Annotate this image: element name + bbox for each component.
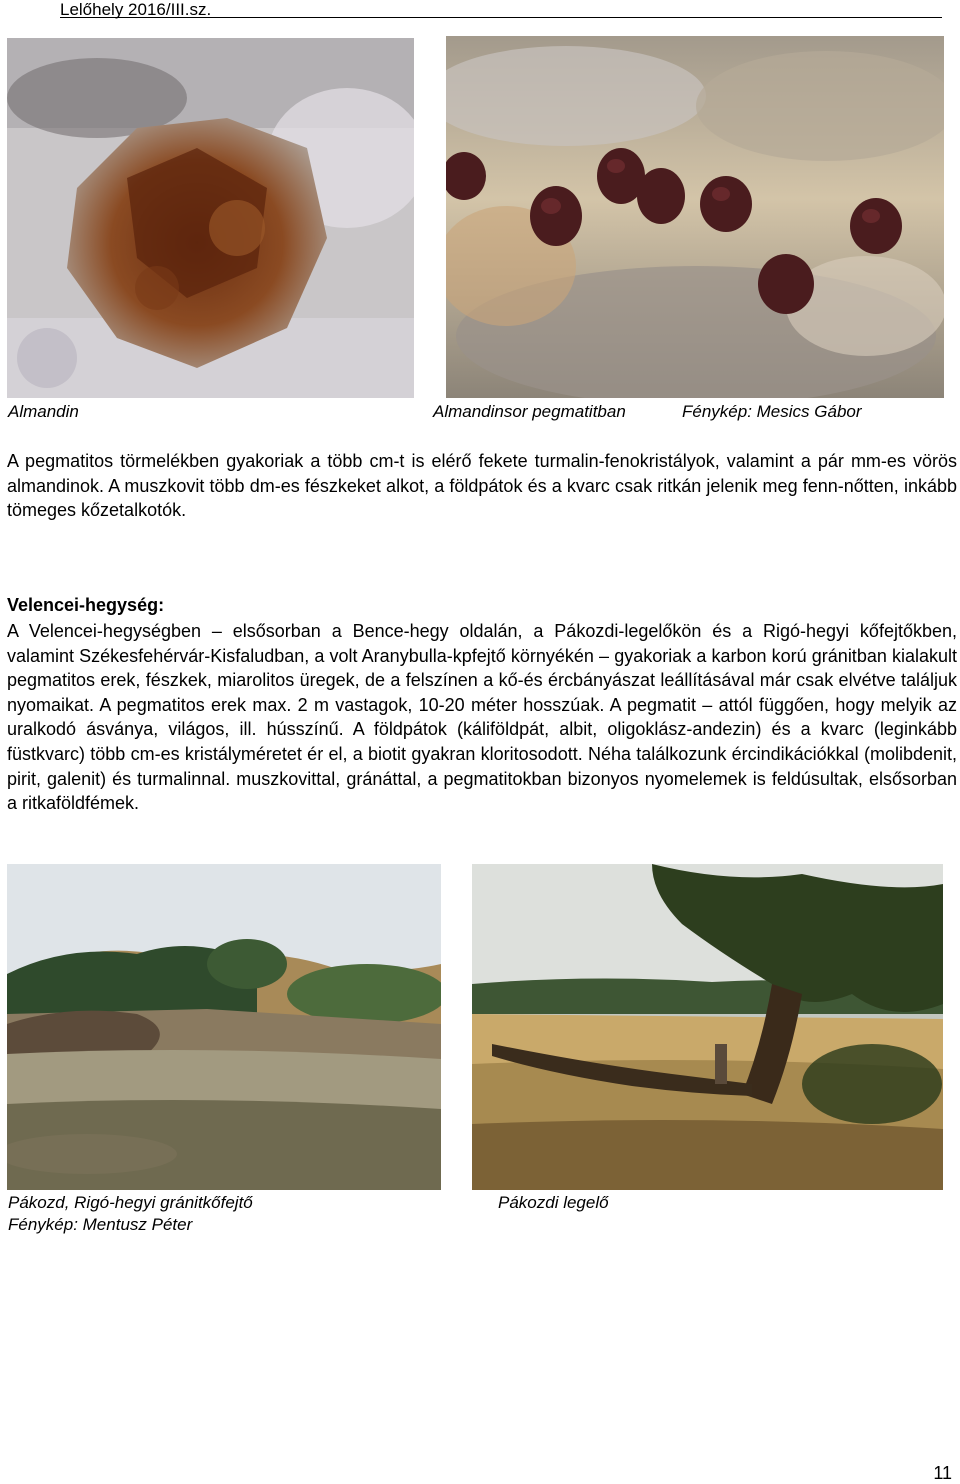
caption-almandin: Almandin xyxy=(8,402,79,421)
photo-almandin xyxy=(7,38,414,398)
header-rule xyxy=(60,17,942,18)
velencei-paragraph: A Velencei-hegységben – elsősorban a Bence-hegy oldalán, a Pákozdi-legelőkön és a Rigó-hegyi kőfejtőkben, valamint Székesfehérvár-Kisfaludban, a volt Aranybulla-kpfejtő környékén – gyakoriak a karbon korú gránitban kialakult pegmatitos erek, fészkek, miarolitos üregek, de a felszínen a kő-és ércbányászat leállításával már csak elvétve találjuk nyomaikat. A pegmatitos erek max. 2 m vastagok, 10-20 méter hosszúak. A pegmatit – attól függően, hogy melyik az uralkodó ásványa, világos, ill. hússzínű. A földpátok (káliföldpát, albit, oligoklász-andezin) és a kvarc (leginkább füstkvarc) több cm-es kristályméretet ér el, a biotit gyakran kloritosodott. Néha találkozunk ércindikációkkal (molibdenit, pirit, galenit) és turmalinnal. muszkovittal, gránáttal, a pegmatitokban bizonyos nyomelemek is feldúsultak, elsősorban a ritkaföldfémek. xyxy=(7,621,957,814)
section-heading-velencei: Velencei-hegység: xyxy=(7,595,165,615)
caption-almandinsor: Almandinsor pegmatitban xyxy=(433,402,626,421)
caption-pakozd-line1: Pákozd, Rigó-hegyi gránitkőfejtő xyxy=(8,1193,253,1212)
caption-pakozdi-legelo: Pákozdi legelő xyxy=(498,1193,609,1212)
caption-photo-credit-mesics: Fénykép: Mesics Gábor xyxy=(682,402,862,421)
caption-pakozd-line2: Fénykép: Mentusz Péter xyxy=(8,1215,193,1234)
photo-pakozd-quarry xyxy=(7,864,441,1190)
page-number: 11 xyxy=(933,1463,952,1483)
photo-almandinsor xyxy=(446,36,944,398)
running-header: Lelőhely 2016/III.sz. xyxy=(60,0,212,19)
intro-paragraph: A pegmatitos törmelékben gyakoriak a több cm-t is elérő fekete turmalin-fenokristályok, valamint a pár mm-es vörös almandinok. A muszkovit több dm-es fészkeket alkot, a földpátok és a kvarc csak ritkán jelenik meg fenn-nőtten, inkább tömeges kőzetalkotók. xyxy=(7,451,957,521)
photo-pakozdi-legelo xyxy=(472,864,943,1190)
